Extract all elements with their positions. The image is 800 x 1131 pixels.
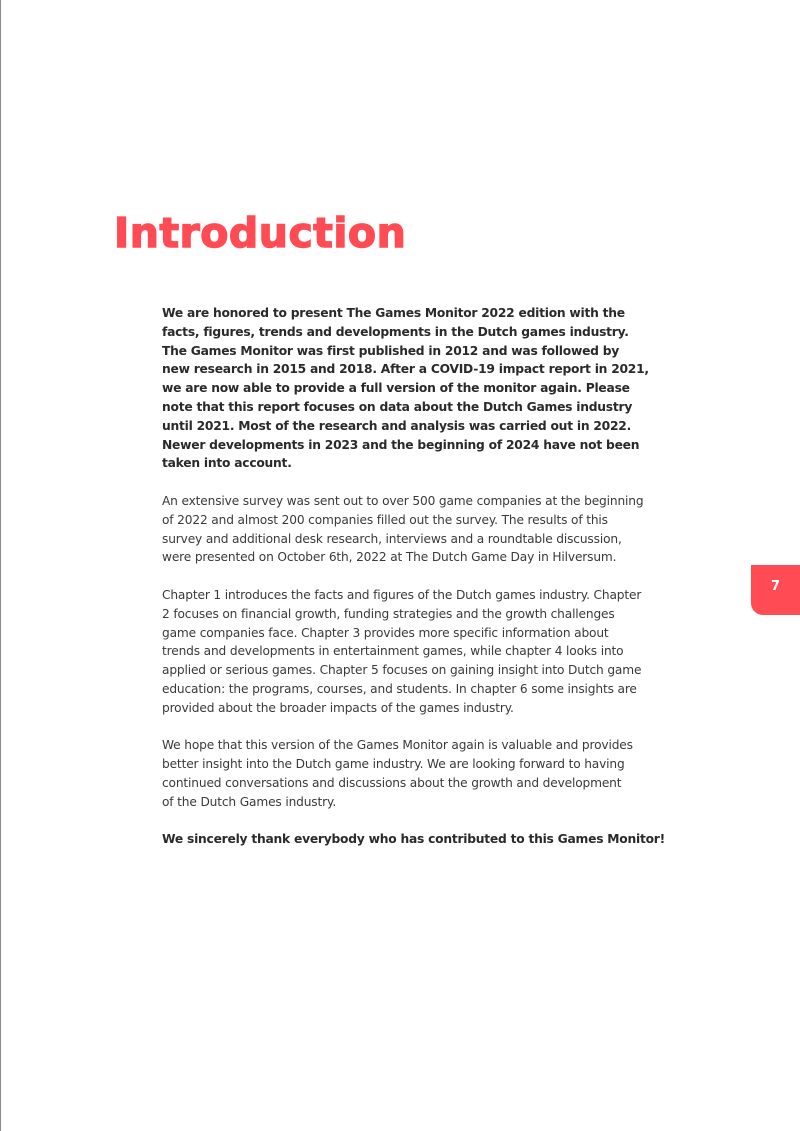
- intro-paragraph-chapters: [162, 586, 642, 718]
- text-line: We hope that this version of the Games Monitor again is valuable and provides: [162, 738, 633, 753]
- text-line: new research in 2015 and 2018. After a COVID-19 impact report in 2021,: [162, 362, 649, 377]
- text-line: until 2021. Most of the research and analysis was carried out in 2022.: [162, 418, 631, 433]
- text-line: of the Dutch Games industry.: [162, 794, 337, 809]
- text-line: survey and additional desk research, interviews and a roundtable discussion,: [162, 531, 622, 546]
- text-line: The Games Monitor was first published in 2012 and was followed by: [162, 343, 620, 358]
- text-line: of 2022 and almost 200 companies filled out the survey. The results of this: [162, 512, 608, 527]
- text-line: trends and developments in entertainment games, while chapter 4 looks into: [162, 644, 624, 659]
- text-line: continued conversations and discussions about the growth and development: [162, 775, 622, 790]
- text-line: applied or serious games. Chapter 5 focuses on gaining insight into Dutch game: [162, 663, 642, 678]
- text-line: note that this report focuses on data about the Dutch Games industry: [162, 399, 633, 414]
- page-number: 7: [770, 579, 781, 594]
- intro-paragraph-hope: [162, 736, 642, 811]
- text-line: We are honored to present The Games Monitor 2022 edition with the: [162, 306, 625, 320]
- text-line: better insight into the Dutch game industry. We are looking forward to having: [162, 757, 625, 772]
- page-number-tab: [751, 565, 800, 615]
- text-line: education: the programs, courses, and students. In chapter 6 some insights are: [162, 681, 637, 696]
- text-line: We sincerely thank everybody who has contributed to this Games Monitor!: [162, 832, 665, 847]
- text-line: provided about the broader impacts of the games industry.: [162, 700, 514, 715]
- text-line: An extensive survey was sent out to over 500 game companies at the beginning: [162, 493, 644, 508]
- intro-paragraph-lead: [162, 304, 649, 473]
- intro-body: [162, 304, 665, 849]
- page-edge-rule: [0, 0, 1, 1131]
- text-line: game companies face. Chapter 3 provides more specific information about: [162, 625, 609, 640]
- text-line: were presented on October 6th, 2022 at The Dutch Game Day in Hilversum.: [162, 550, 617, 565]
- text-line: we are now able to provide a full version of the monitor again. Please: [162, 381, 630, 396]
- text-line: Newer developments in 2023 and the beginning of 2024 have not been: [162, 437, 640, 452]
- text-line: facts, figures, trends and developments in the Dutch games industry.: [162, 324, 629, 339]
- intro-paragraph-survey: [162, 492, 642, 567]
- page-title: Introduction: [114, 209, 407, 257]
- text-line: taken into account.: [162, 456, 292, 471]
- intro-paragraph-thanks: [162, 830, 665, 849]
- text-line: Chapter 1 introduces the facts and figures of the Dutch games industry. Chapter: [162, 587, 642, 602]
- text-line: 2 focuses on financial growth, funding strategies and the growth challenges: [162, 606, 615, 621]
